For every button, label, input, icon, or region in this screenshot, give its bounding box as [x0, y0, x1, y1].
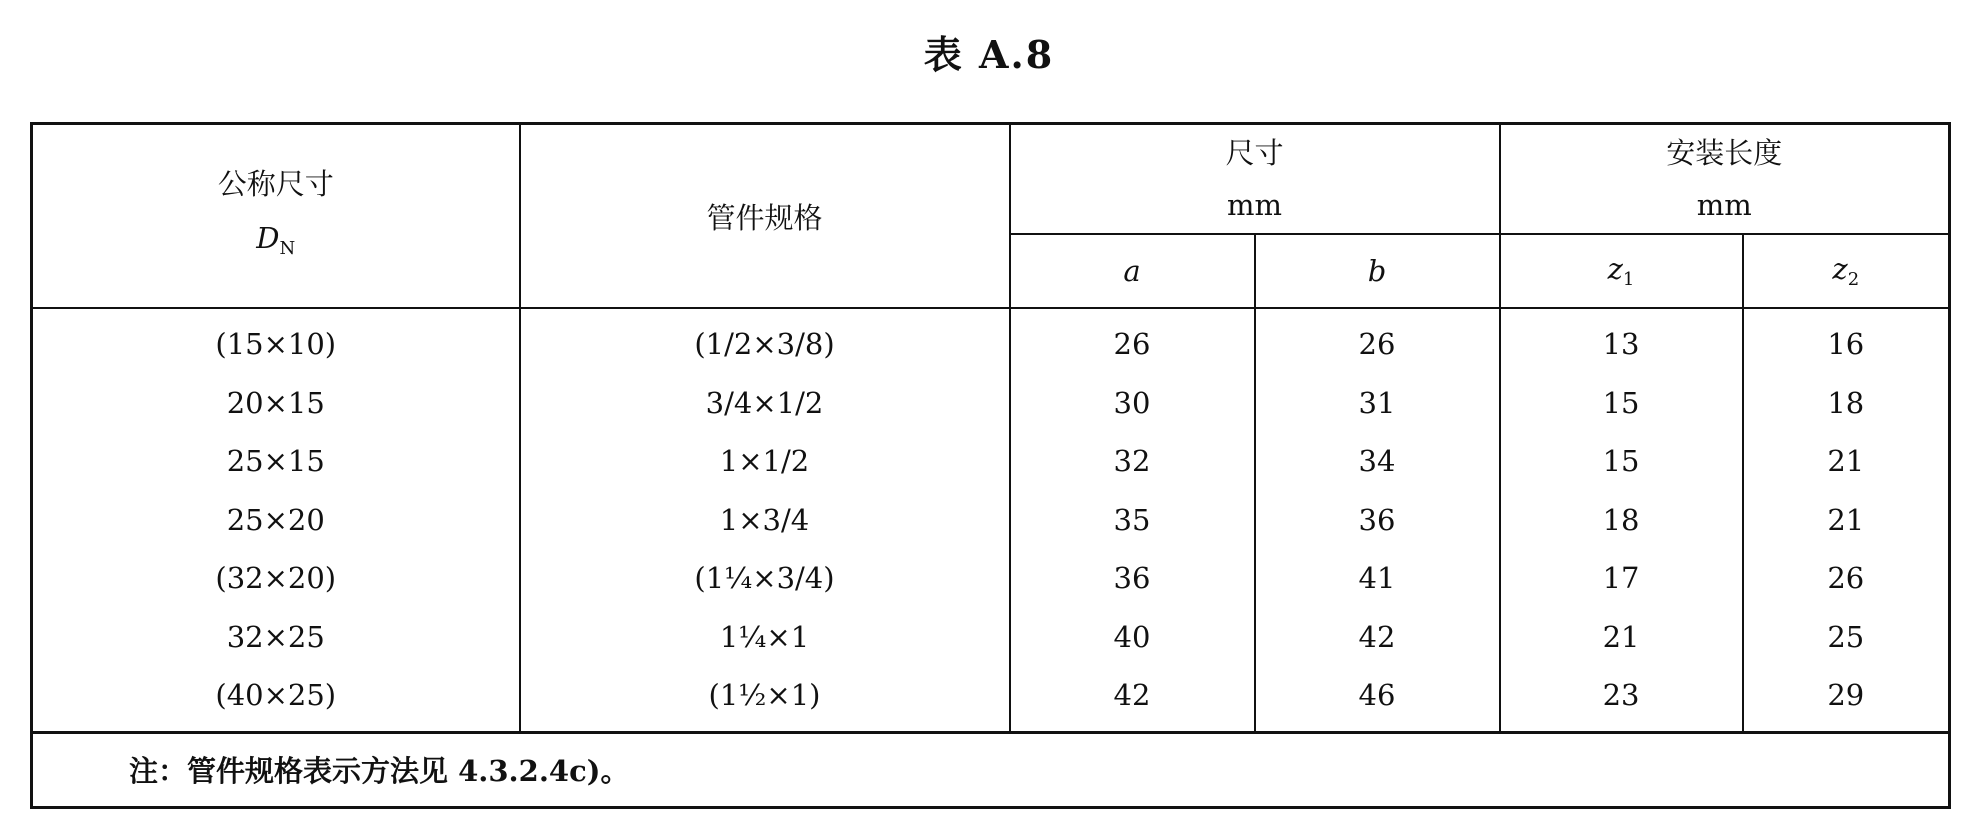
header-dimensions	[1010, 124, 1500, 235]
cell-z2: 18	[1743, 374, 1950, 433]
cell-spec: (1½×1)	[520, 666, 1010, 732]
cell-dn: 25×15	[32, 432, 520, 491]
table-caption: 表 A.8	[923, 32, 1055, 77]
table-row	[32, 432, 1950, 491]
cell-z2: 29	[1743, 666, 1950, 732]
cell-a: 30	[1010, 374, 1255, 433]
cell-z1: 13	[1500, 308, 1743, 374]
cell-z1: 15	[1500, 374, 1743, 433]
spec-table	[30, 122, 1951, 809]
cell-b: 36	[1255, 491, 1500, 550]
header-install-length	[1500, 124, 1950, 235]
table-row	[32, 374, 1950, 433]
table-row	[32, 666, 1950, 732]
cell-z1: 23	[1500, 666, 1743, 732]
cell-b: 26	[1255, 308, 1500, 374]
table-note: 注：管件规格表示方法见 4.3.2.4c)。	[32, 732, 1950, 807]
cell-z1: 17	[1500, 549, 1743, 608]
cell-a: 32	[1010, 432, 1255, 491]
table-row	[32, 549, 1950, 608]
cell-spec: 1×3/4	[520, 491, 1010, 550]
cell-dn: 32×25	[32, 608, 520, 667]
cell-z2: 16	[1743, 308, 1950, 374]
header-nominal-size	[32, 124, 520, 309]
cell-spec: 1¼×1	[520, 608, 1010, 667]
cell-spec: (1/2×3/8)	[520, 308, 1010, 374]
cell-spec: (1¼×3/4)	[520, 549, 1010, 608]
cell-z2: 21	[1743, 491, 1950, 550]
table-row	[32, 308, 1950, 374]
cell-z1: 21	[1500, 608, 1743, 667]
cell-spec: 1×1/2	[520, 432, 1010, 491]
cell-b: 41	[1255, 549, 1500, 608]
cell-z2: 26	[1743, 549, 1950, 608]
cell-z1: 15	[1500, 432, 1743, 491]
header-col-z1: $z_1$	[1500, 234, 1743, 308]
header-dimensions-title: 尺寸	[1225, 136, 1284, 170]
header-row-1	[32, 124, 1950, 235]
cell-a: 42	[1010, 666, 1255, 732]
table-row	[32, 491, 1950, 550]
header-nominal-size-label: 公称尺寸	[217, 166, 334, 201]
header-install-length-unit: mm	[1696, 188, 1752, 222]
cell-z2: 21	[1743, 432, 1950, 491]
cell-dn: 20×15	[32, 374, 520, 433]
cell-dn: 25×20	[32, 491, 520, 550]
cell-a: 36	[1010, 549, 1255, 608]
header-fitting-spec: 管件规格	[520, 124, 1010, 309]
header-col-b: b	[1255, 234, 1500, 308]
cell-z1: 18	[1500, 491, 1743, 550]
cell-a: 40	[1010, 608, 1255, 667]
cell-spec: 3/4×1/2	[520, 374, 1010, 433]
cell-b: 42	[1255, 608, 1500, 667]
cell-z2: 25	[1743, 608, 1950, 667]
cell-b: 31	[1255, 374, 1500, 433]
cell-dn: (40×25)	[32, 666, 520, 732]
header-dimensions-unit: mm	[1227, 188, 1282, 222]
table-row	[32, 608, 1950, 667]
header-install-length-title: 安装长度	[1666, 136, 1783, 170]
header-nominal-size-symbol: $D_N$	[256, 220, 296, 259]
cell-b: 34	[1255, 432, 1500, 491]
header-col-z2: $z_2$	[1743, 234, 1950, 308]
cell-dn: (32×20)	[32, 549, 520, 608]
cell-a: 26	[1010, 308, 1255, 374]
cell-b: 46	[1255, 666, 1500, 732]
cell-dn: (15×10)	[32, 308, 520, 374]
cell-a: 35	[1010, 491, 1255, 550]
note-row	[32, 732, 1950, 807]
header-col-a: a	[1010, 234, 1255, 308]
